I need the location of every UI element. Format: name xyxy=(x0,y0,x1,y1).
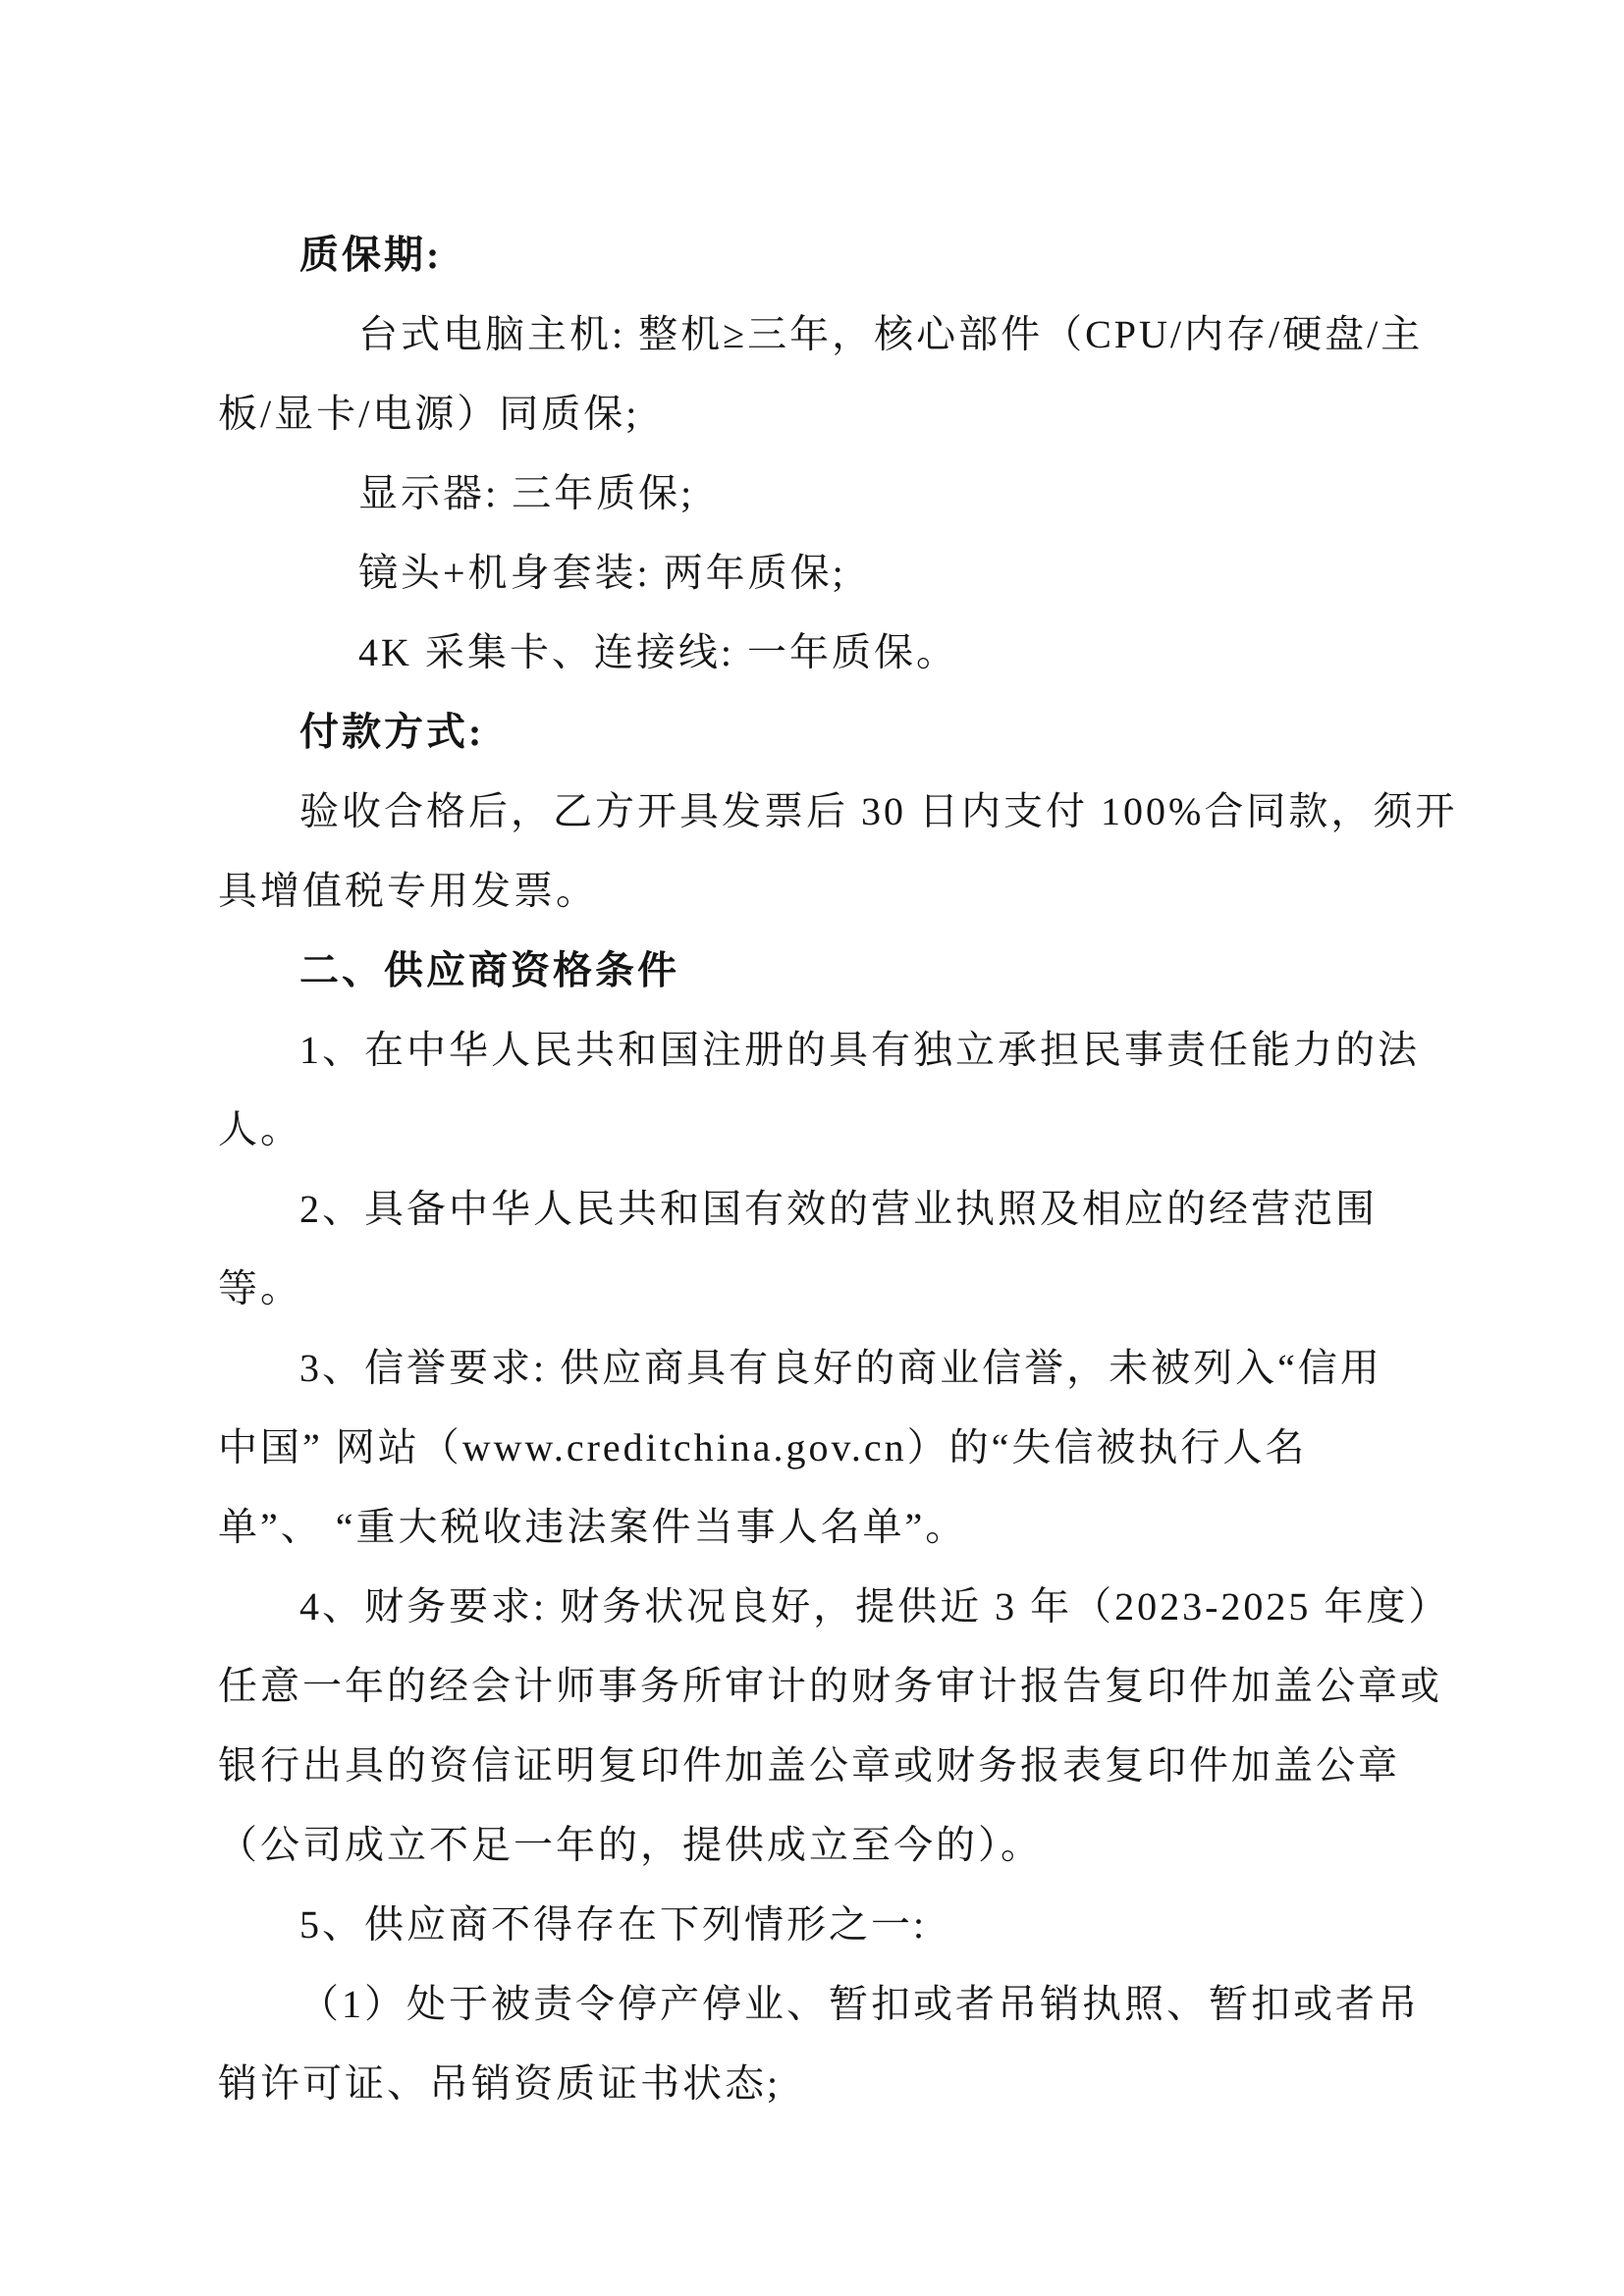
line-qualification-item5: 5、供应商不得存在下列情形之一: xyxy=(299,1902,928,1947)
heading-payment-terms: 付款方式: xyxy=(299,710,485,754)
line-qualification-item4-1: 4、财务要求: 财务状况良好，提供近 3 年（2023-2025 年度） xyxy=(299,1584,1451,1629)
heading-warranty-period: 质保期: xyxy=(299,233,443,277)
line-lens-body-kit-warranty: 镜头+机身套装: 两年质保; xyxy=(358,551,846,595)
line-qualification-item4-2: 任意一年的经会计师事务所审计的财务审计报告复印件加盖公章或 xyxy=(218,1664,1442,1708)
line-qualification-item3-3: 单”、 “重大税收违法案件当事人名单”。 xyxy=(218,1505,968,1549)
line-qualification-item3-2: 中国” 网站（www.creditchina.gov.cn）的“失信被执行人名 xyxy=(218,1425,1308,1469)
line-qualification-item5-sub1-2: 销许可证、吊销资质证书状态; xyxy=(218,2061,782,2106)
line-qualification-item2-2: 等。 xyxy=(218,1266,302,1310)
heading-supplier-qualification: 二、供应商资格条件 xyxy=(299,948,679,992)
line-desktop-pc-warranty-2: 板/显卡/电源）同质保; xyxy=(218,392,640,436)
line-qualification-item3-1: 3、信誉要求: 供应商具有良好的商业信誉，未被列入“信用 xyxy=(299,1346,1382,1390)
line-qualification-item5-sub1-1: （1）处于被责令停产停业、暂扣或者吊销执照、暂扣或者吊 xyxy=(299,1982,1420,2026)
line-payment-terms-2: 具增值税专用发票。 xyxy=(218,869,598,913)
line-monitor-warranty: 显示器: 三年质保; xyxy=(358,471,695,515)
line-qualification-item4-3: 银行出具的资信证明复印件加盖公章或财务报表复印件加盖公章 xyxy=(218,1743,1400,1788)
line-qualification-item1-2: 人。 xyxy=(218,1107,302,1151)
line-qualification-item2-1: 2、具备中华人民共和国有效的营业执照及相应的经营范围 xyxy=(299,1187,1378,1231)
line-desktop-pc-warranty-1: 台式电脑主机: 整机≥三年，核心部件（CPU/内存/硬盘/主 xyxy=(358,312,1424,356)
line-4k-capture-card-warranty: 4K 采集卡、连接线: 一年质保。 xyxy=(358,630,958,674)
line-qualification-item1-1: 1、在中华人民共和国注册的具有独立承担民事责任能力的法 xyxy=(299,1028,1420,1072)
line-qualification-item4-4: （公司成立不足一年的，提供成立至今的）。 xyxy=(218,1823,1043,1867)
line-payment-terms-1: 验收合格后，乙方开具发票后 30 日内支付 100%合同款，须开 xyxy=(299,789,1458,833)
document-text-block xyxy=(218,215,1458,2123)
